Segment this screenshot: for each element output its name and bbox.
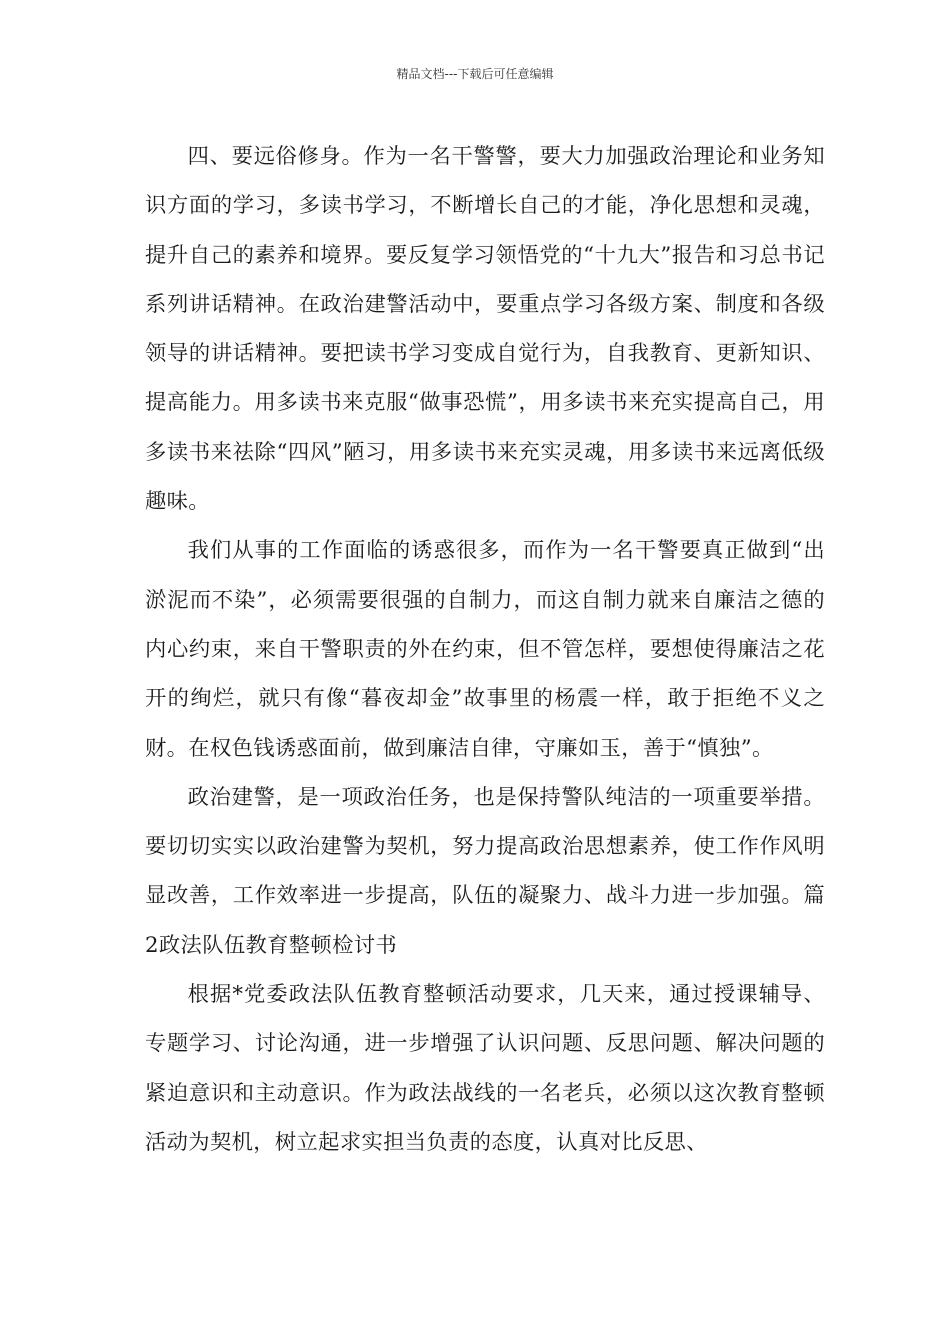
document-body: [145, 132, 825, 1167]
paragraph-4: 根据*党委政法队伍教育整顿活动要求，几天来，通过授课辅导、专题学习、讨论沟通，进一步增强了认识问题、反思问题、解决问题的紧迫意识和主动意识。作为政法战线的一名老兵，必须以这次教育整顿活动为契机，树立起求实担当负责的态度，认真对比反思、: [145, 982, 825, 1155]
paragraph-3: 政治建警，是一项政治任务，也是保持警队纯洁的一项重要举措。要切切实实以政治建警为契机，努力提高政治思想素养，使工作作风明显改善，工作效率进一步提高，队伍的凝聚力、战斗力进一步加强。篇2政法队伍教育整顿检讨书: [145, 784, 825, 958]
page-header: 精品文档---下载后可任意编辑: [396, 67, 554, 81]
paragraph-2: 我们从事的工作面临的诱惑很多，而作为一名干警要真正做到“出淤泥而不染”，必须需要很强的自制力，而这自制力就来自廉洁之德的内心约束，来自干警职责的外在约束，但不管怎样，要想使得廉洁之花开的绚烂，就只有像“暮夜却金”故事里的杨震一样，敢于拒绝不义之财。在权色钱诱惑面前，做到廉洁自律，守廉如玉，善于“慎独”。: [145, 538, 825, 761]
paragraph-1: 四、要远俗修身。作为一名干警警，要大力加强政治理论和业务知识方面的学习，多读书学习，不断增长自己的才能，净化思想和灵魂，提升自己的素养和境界。要反复学习领悟党的“十九大”报告和习总书记系列讲话精神。在政治建警活动中，要重点学习各级方案、制度和各级领导的讲话精神。要把读书学习变成自觉行为，自我教育、更新知识、提高能力。用多读书来克服“做事恐慌”，用多读书来充实提高自己，用多读书来祛除“四风”陋习，用多读书来充实灵魂，用多读书来远离低级趣味。: [145, 144, 825, 515]
